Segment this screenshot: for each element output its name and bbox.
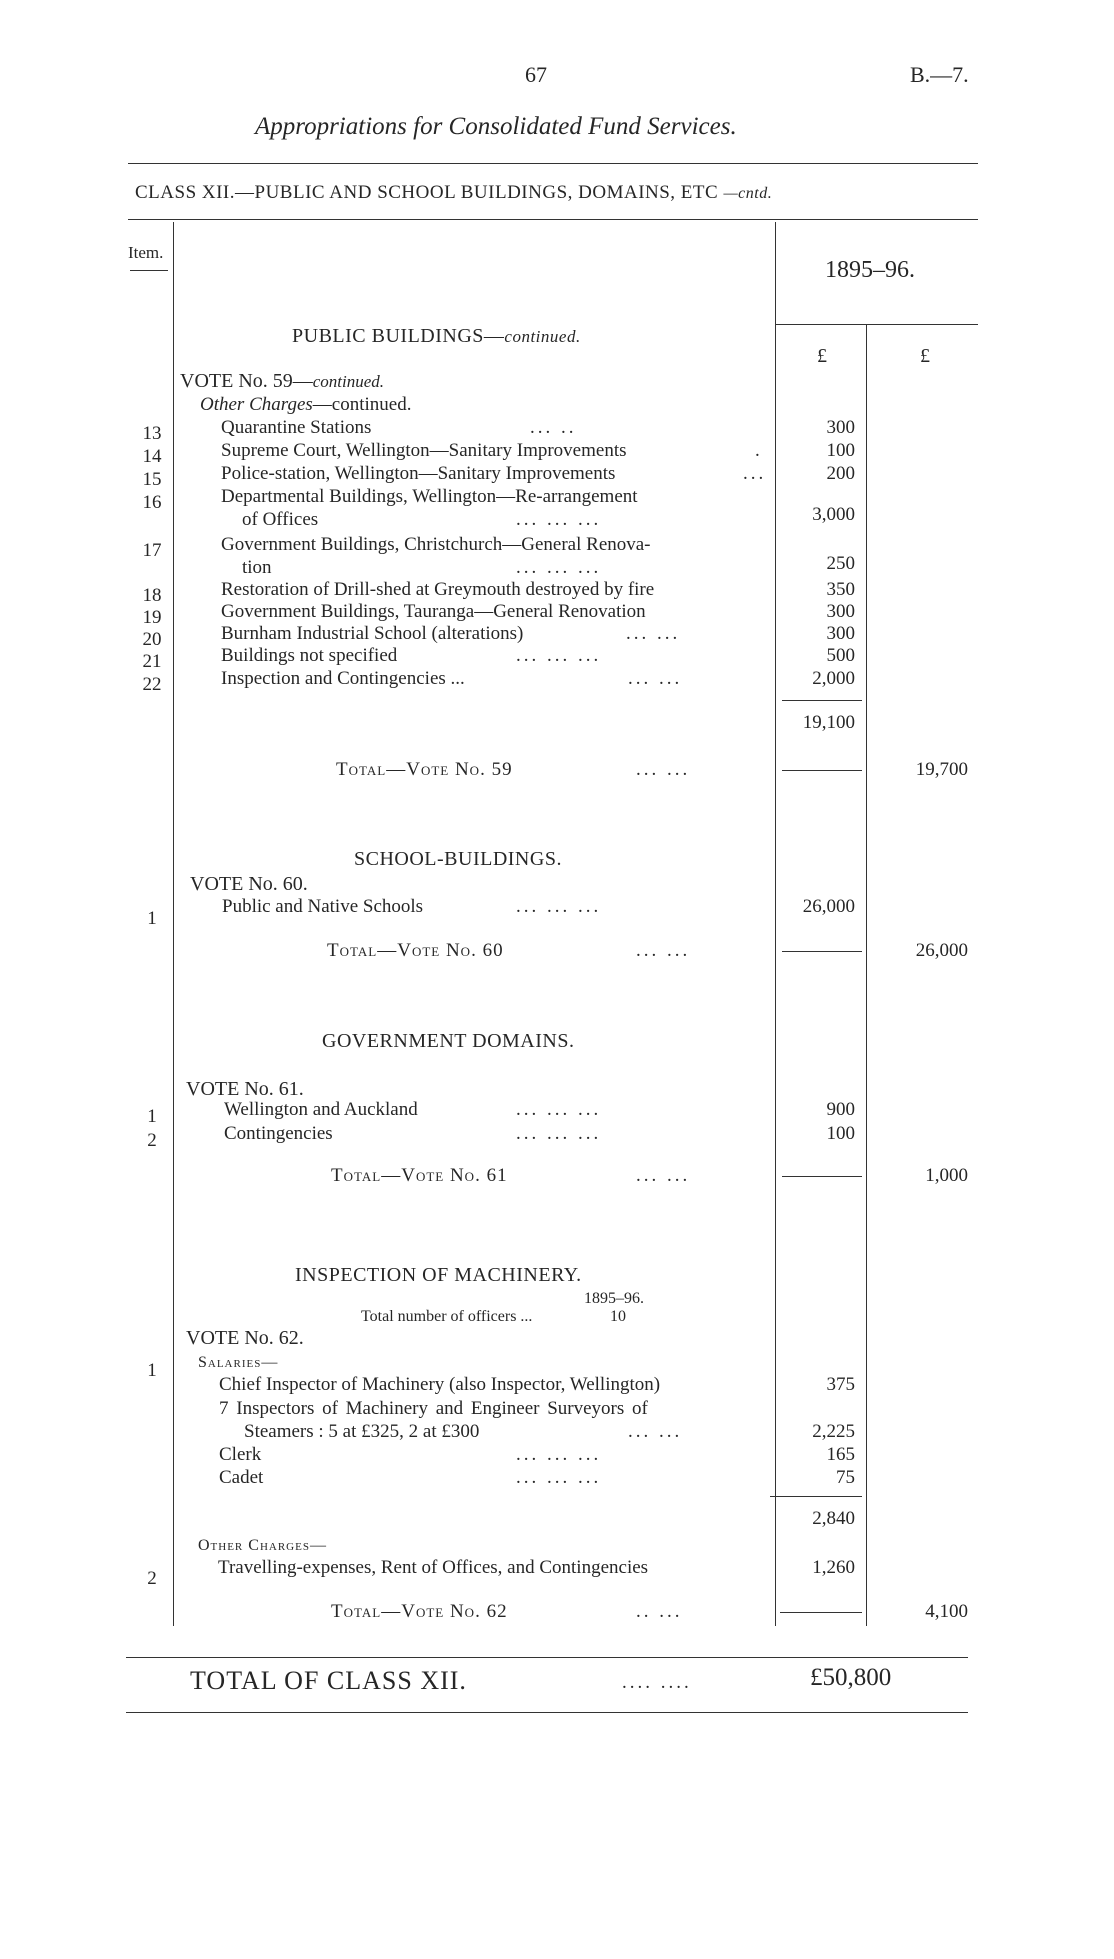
header-rule — [128, 163, 978, 164]
item-number: 14 — [142, 446, 162, 467]
year-header-rule — [775, 324, 978, 325]
item-column-divider — [173, 222, 174, 1626]
item-amount: 300 — [826, 623, 855, 644]
currency-header-1: £ — [817, 345, 827, 367]
leader-dots: ... ... — [628, 1421, 683, 1442]
item-number: 22 — [142, 674, 162, 695]
leader-dots: ... ... ... — [516, 1467, 602, 1488]
leader-dots: .. ... — [636, 1601, 683, 1622]
item-label: Contingencies — [224, 1123, 333, 1144]
section-heading-school-buildings: SCHOOL-BUILDINGS. — [354, 848, 562, 870]
item-amount: 250 — [826, 553, 855, 574]
salary-amount: 2,225 — [812, 1421, 855, 1442]
item-number: 2 — [147, 1568, 157, 1589]
leader-dots: ... — [743, 463, 767, 484]
year-column-header: 1895–96. — [825, 257, 915, 283]
item-header-underline — [130, 270, 168, 271]
item-label: Departmental Buildings, Wellington—Re-arrangement — [221, 486, 638, 507]
total-rule — [782, 770, 862, 771]
other-charges-label: Other Charges—continued. — [200, 394, 412, 415]
officers-count: 10 — [610, 1308, 626, 1325]
other-charges-label: Other Charges— — [198, 1537, 327, 1554]
leader-dots: ... ... — [626, 623, 681, 644]
salary-label-continued: Steamers : 5 at £325, 2 at £300 — [244, 1421, 480, 1442]
item-label-continued: tion — [242, 557, 272, 578]
item-amount: 1,260 — [812, 1557, 855, 1578]
item-amount: 200 — [826, 463, 855, 484]
currency-header-2: £ — [920, 345, 930, 367]
item-label: Wellington and Auckland — [224, 1099, 418, 1120]
item-number: 16 — [142, 492, 162, 513]
salary-amount: 75 — [836, 1467, 855, 1488]
item-amount: 500 — [826, 645, 855, 666]
total-column-divider — [866, 324, 867, 1626]
leader-dots: ... .. — [530, 417, 577, 438]
leader-dots: ... ... — [628, 668, 683, 689]
grand-total-amount: £50,800 — [810, 1664, 892, 1691]
leader-dots: ... ... ... — [516, 1099, 602, 1120]
leader-dots: ... ... ... — [516, 1444, 602, 1465]
item-label: Inspection and Contingencies ... — [221, 668, 465, 689]
item-number: 13 — [142, 423, 162, 444]
leader-dots: ... ... — [636, 940, 691, 961]
item-number: 1 — [147, 908, 157, 929]
item-amount: 900 — [826, 1099, 855, 1120]
subtotal-rule — [770, 1496, 862, 1497]
item-number: 19 — [142, 607, 162, 628]
vote-59-subtotal: 19,100 — [802, 712, 855, 733]
vote-59-total: 19,700 — [915, 759, 968, 780]
item-amount: 100 — [826, 440, 855, 461]
item-label: Police-station, Wellington—Sanitary Improvements — [221, 463, 616, 484]
salary-label: 7 Inspectors of Machinery and Engineer Surveyors of — [219, 1398, 648, 1419]
item-amount: 350 — [826, 579, 855, 600]
item-number: 17 — [142, 540, 162, 561]
section-heading-inspection-of-machinery: INSPECTION OF MACHINERY. — [295, 1264, 582, 1286]
item-label-continued: of Offices — [242, 509, 319, 530]
class-heading: CLASS XII.—PUBLIC AND SCHOOL BUILDINGS, DOMAINS, ETC —cntd. — [135, 182, 773, 203]
vote-59-heading: VOTE No. 59—continued. — [180, 370, 385, 392]
section-heading-government-domains: GOVERNMENT DOMAINS. — [322, 1030, 575, 1052]
salaries-label: Salaries— — [198, 1354, 279, 1371]
item-amount: 300 — [826, 601, 855, 622]
item-label: Public and Native Schools — [222, 896, 424, 917]
vote-62-heading: VOTE No. 62. — [186, 1327, 304, 1349]
salaries-subtotal: 2,840 — [812, 1508, 855, 1529]
vote-60-total: 26,000 — [915, 940, 968, 961]
item-number: 2 — [147, 1130, 157, 1151]
item-amount: 100 — [826, 1123, 855, 1144]
vote-61-total-label: Total—Vote No. 61 — [331, 1165, 508, 1186]
salary-amount: 165 — [826, 1444, 855, 1465]
item-label: Supreme Court, Wellington—Sanitary Improvements — [221, 440, 627, 461]
salary-label: Cadet — [219, 1467, 264, 1488]
item-number: 18 — [142, 585, 162, 606]
vote-60-heading: VOTE No. 60. — [190, 873, 308, 895]
total-rule — [782, 1176, 862, 1177]
total-rule — [782, 951, 862, 952]
grand-total-label: TOTAL OF CLASS XII. — [190, 1666, 467, 1695]
section-heading-public-buildings: PUBLIC BUILDINGS—continued. — [292, 325, 581, 347]
item-label: Burnham Industrial School (alterations) — [221, 623, 524, 644]
salary-label: Chief Inspector of Machinery (also Inspector, Wellington) — [219, 1374, 661, 1395]
item-column-header: Item. — [128, 243, 164, 262]
vote-61-heading: VOTE No. 61. — [186, 1078, 304, 1100]
item-amount: 2,000 — [812, 668, 855, 689]
item-label: Travelling-expenses, Rent of Offices, and Contingencies — [218, 1557, 649, 1578]
subtotal-rule — [782, 700, 862, 701]
vote-59-total-label: Total—Vote No. 59 — [336, 759, 513, 780]
vote-62-total-label: Total—Vote No. 62 — [331, 1601, 508, 1622]
salary-label: Clerk — [219, 1444, 262, 1465]
officers-label: Total number of officers ... — [361, 1308, 533, 1325]
document-reference: B.—7. — [910, 62, 969, 87]
page-title: Appropriations for Consolidated Fund Services. — [255, 113, 737, 140]
item-amount: 300 — [826, 417, 855, 438]
item-amount: 3,000 — [812, 504, 855, 525]
leader-dots: ... ... ... — [516, 1123, 602, 1144]
vote-62-total: 4,100 — [925, 1601, 968, 1622]
grand-total-bottom-rule — [126, 1712, 968, 1713]
leader-dots: ... ... — [636, 759, 691, 780]
item-number: 15 — [142, 469, 162, 490]
leader-dots: ... ... — [636, 1165, 691, 1186]
item-amount: 26,000 — [802, 896, 855, 917]
officers-year: 1895–96. — [584, 1290, 644, 1307]
item-label: Restoration of Drill-shed at Greymouth destroyed by fire — [221, 579, 655, 600]
salary-amount: 375 — [826, 1374, 855, 1395]
item-number: 20 — [142, 629, 162, 650]
item-label: Quarantine Stations — [221, 417, 372, 438]
leader-dots: .... .... — [622, 1672, 692, 1693]
item-label: Government Buildings, Christchurch—General Renova- — [221, 534, 651, 555]
total-rule — [780, 1612, 862, 1613]
leader-dots: ... ... ... — [516, 509, 602, 530]
item-number: 1 — [147, 1360, 157, 1381]
class-heading-rule — [128, 219, 978, 220]
item-number: 21 — [142, 651, 162, 672]
item-label: Government Buildings, Tauranga—General Renovation — [221, 601, 646, 622]
leader-dots: ... ... ... — [516, 645, 602, 666]
grand-total-top-rule — [126, 1657, 968, 1658]
leader-dots: . — [755, 440, 760, 461]
page-number: 67 — [525, 62, 547, 87]
vote-60-total-label: Total—Vote No. 60 — [327, 940, 504, 961]
leader-dots: ... ... ... — [516, 896, 602, 917]
item-label: Buildings not specified — [221, 645, 398, 666]
leader-dots: ... ... ... — [516, 557, 602, 578]
vote-61-total: 1,000 — [925, 1165, 968, 1186]
item-number: 1 — [147, 1106, 157, 1127]
